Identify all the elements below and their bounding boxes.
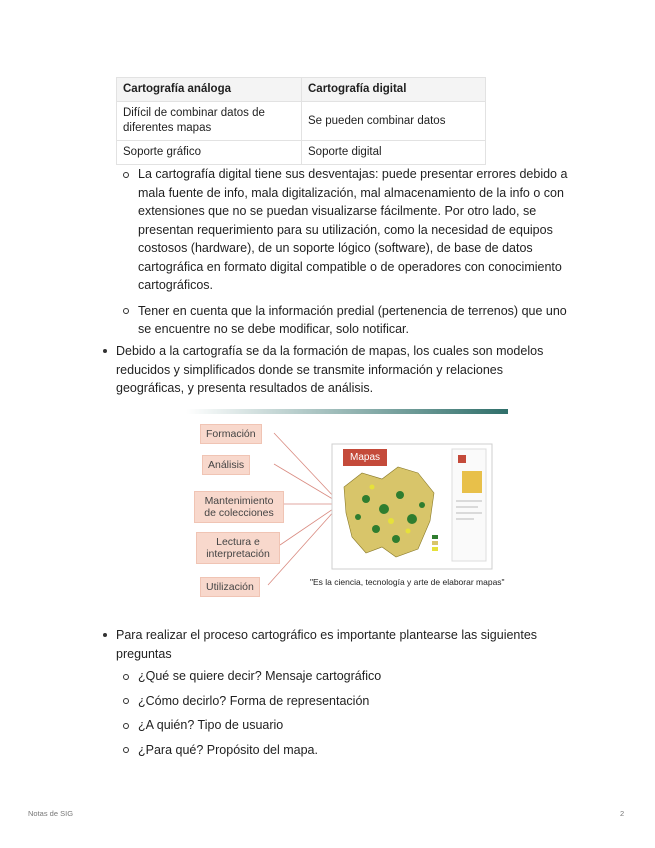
map-legend-swatches bbox=[432, 535, 438, 551]
table-row bbox=[117, 102, 486, 141]
list-item: Debido a la cartografía se da la formación de mapas, los cuales son modelos reducidos y simplificados donde se transmite información y relaciones geográficas, y presenta resultados de análisis. bbox=[116, 342, 566, 398]
label-utilizacion: Utilización bbox=[200, 577, 260, 597]
cartography-figure bbox=[186, 409, 508, 598]
sub-list-disadvantages bbox=[138, 165, 583, 339]
map-region bbox=[344, 467, 434, 557]
table-cell: Soporte gráfico bbox=[117, 141, 302, 165]
page-number: 2 bbox=[620, 809, 625, 818]
label-formacion: Formación bbox=[200, 424, 262, 444]
list-item: ¿Cómo decirlo? Forma de representación bbox=[138, 692, 578, 711]
table-cell: Soporte digital bbox=[302, 141, 486, 165]
map-emblem bbox=[458, 455, 466, 463]
label-analisis: Análisis bbox=[202, 455, 250, 475]
table-header-cell: Cartografía digital bbox=[302, 78, 486, 102]
label-mantenimiento: Mantenimiento de colecciones bbox=[194, 491, 284, 523]
list-item: ¿A quién? Tipo de usuario bbox=[138, 716, 578, 735]
list-item: ¿Para qué? Propósito del mapa. bbox=[138, 741, 578, 760]
mapas-tag: Mapas bbox=[343, 449, 387, 466]
main-list-1 bbox=[116, 342, 566, 398]
comparison-table bbox=[116, 77, 486, 165]
map-inset bbox=[462, 471, 482, 493]
list-item: Tener en cuenta que la información predial (pertenencia de terrenos) que uno se encuentre no se debe modificar, solo notificar. bbox=[138, 302, 583, 339]
table-header-row bbox=[117, 78, 486, 102]
figure-caption: "Es la ciencia, tecnología y arte de elaborar mapas" bbox=[310, 577, 505, 587]
table-cell: Difícil de combinar datos de diferentes mapas bbox=[117, 102, 302, 141]
table-cell: Se pueden combinar datos bbox=[302, 102, 486, 141]
label-lectura: Lectura e interpretación bbox=[196, 532, 280, 564]
sub-list-questions bbox=[138, 667, 578, 759]
table-row bbox=[117, 141, 486, 165]
list-item: Para realizar el proceso cartográfico es importante plantearse las siguientes preguntas bbox=[116, 626, 566, 663]
list-item: La cartografía digital tiene sus desventajas: puede presentar errores debido a mala fuente de info, mala digitalización, mal almacenamiento de la info o con extensiones que no se puedan visualizarse fácilmente. Por otro lado, se presentan requerimiento para su utilización, como la necesidad de equipos costosos (hardware), de un soporte lógico (software), de base de datos cartográfica en formato digital compatible o de operadores con conocimiento cartográficos. bbox=[138, 165, 583, 295]
map-legend-panel bbox=[452, 449, 486, 561]
main-list-2 bbox=[116, 626, 566, 663]
table-header-cell: Cartografía análoga bbox=[117, 78, 302, 102]
footer-title: Notas de SIG bbox=[28, 809, 74, 818]
list-item: ¿Qué se quiere decir? Mensaje cartográfico bbox=[138, 667, 578, 686]
figure-banner bbox=[186, 409, 508, 414]
